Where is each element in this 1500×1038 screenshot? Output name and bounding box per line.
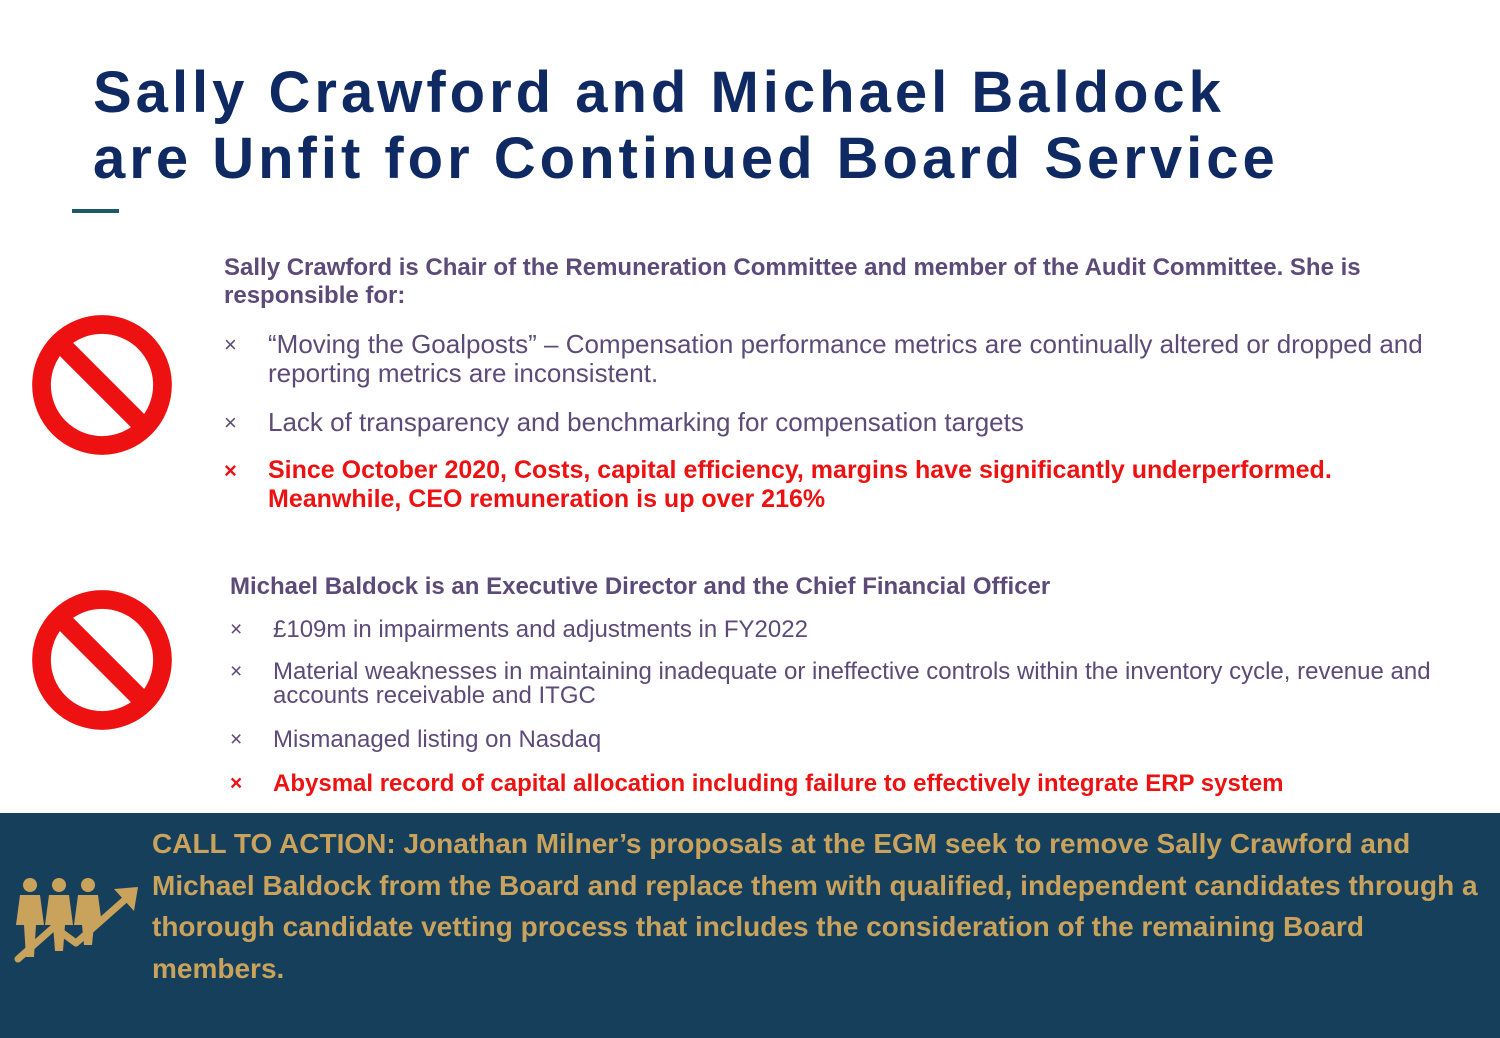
list-item [230, 728, 1460, 772]
crawford-points [224, 330, 1454, 514]
crawford-heading: Sally Crawford is Chair of the Remuneration Committee and member of the Audit Committee. She is responsible for: [224, 254, 1361, 309]
page-title [93, 60, 1393, 192]
list-item [224, 408, 1454, 456]
call-to-action-banner [0, 813, 1500, 1038]
list-item-text: £109m in impairments and adjustments in FY2022 [273, 616, 808, 643]
list-item [230, 618, 1460, 660]
list-item-text: Material weaknesses in maintaining inadequate or ineffective controls within the inventory cycle, revenue and accounts receivable and ITGC [273, 658, 1431, 709]
list-item-text: Abysmal record of capital allocation including failure to effectively integrate ERP system [273, 770, 1284, 797]
list-item [230, 660, 1460, 728]
cross-bullet-icon: × [224, 410, 237, 435]
cross-bullet-icon: × [230, 660, 243, 683]
prohibited-icon [30, 313, 174, 457]
cross-bullet-icon: × [230, 618, 243, 641]
cross-bullet-icon: × [224, 458, 237, 483]
cross-bullet-icon: × [230, 728, 243, 751]
people-growth-icon [14, 875, 140, 963]
list-item-highlight [224, 456, 1454, 514]
baldock-points [230, 618, 1460, 796]
title-line-1: Sally Crawford and Michael Baldock [93, 60, 1225, 125]
call-to-action-text: CALL TO ACTION: Jonathan Milner’s proposals at the EGM seek to remove Sally Crawford and Michael Baldock from the Board and replace them with qualified, independent candidates through a thorough candidate vetting process that includes the consideration of the remaining Board members. [152, 828, 1478, 984]
list-item-text: “Moving the Goalposts” – Compensation performance metrics are continually altered or dropped and reporting metrics are inconsistent. [268, 329, 1423, 388]
cross-bullet-icon: × [224, 332, 237, 357]
cross-bullet-icon: × [230, 772, 243, 795]
baldock-heading: Michael Baldock is an Executive Director and the Chief Financial Officer [230, 573, 1051, 600]
list-item-highlight [230, 772, 1460, 796]
list-item-text: Mismanaged listing on Nasdaq [273, 726, 602, 753]
list-item-text: Lack of transparency and benchmarking for compensation targets [268, 407, 1024, 437]
prohibited-icon [30, 588, 174, 732]
list-item [224, 330, 1454, 408]
list-item-text: Since October 2020, Costs, capital efficiency, margins have significantly underperformed. Meanwhile, CEO remuneration is up over 216% [268, 456, 1332, 513]
title-line-2: are Unfit for Continued Board Service [93, 126, 1279, 191]
title-underline [72, 209, 119, 213]
